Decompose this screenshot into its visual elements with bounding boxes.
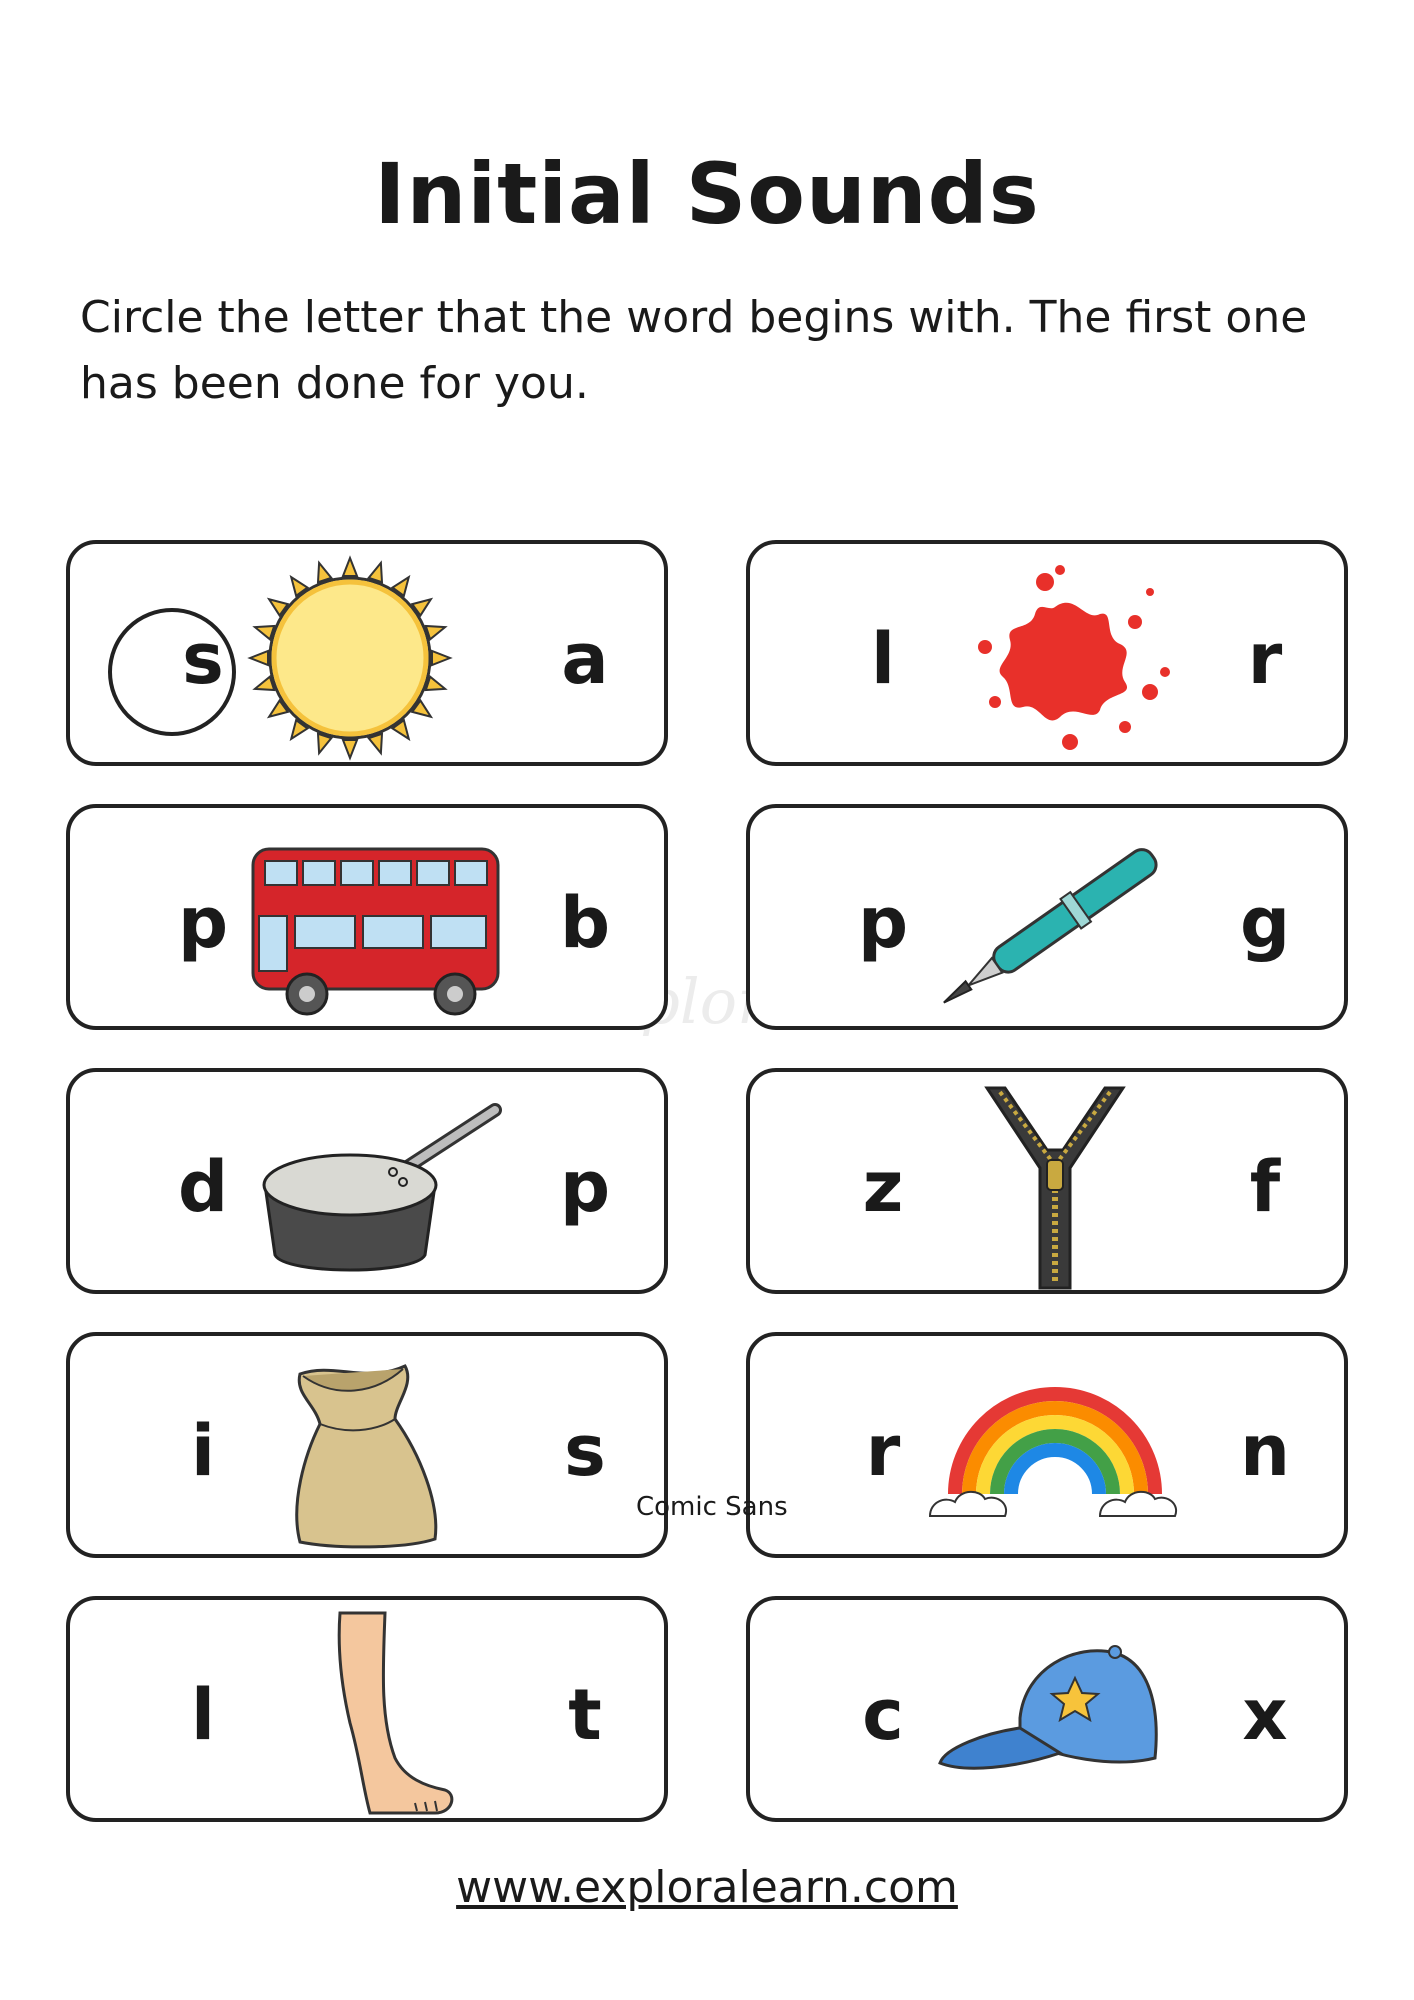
letter-option-left[interactable]: d <box>177 1146 229 1228</box>
zip-icon <box>925 1080 1185 1290</box>
card-sun <box>66 540 668 766</box>
letter-option-left[interactable]: c <box>862 1674 904 1756</box>
card-bus <box>66 804 668 1030</box>
letter-option-left[interactable]: l <box>191 1674 215 1756</box>
letter-option-right[interactable]: p <box>559 1146 611 1228</box>
letter-option-right[interactable]: x <box>1242 1674 1288 1756</box>
letter-option-right[interactable]: b <box>559 882 611 964</box>
letter-option-left[interactable]: l <box>871 618 895 700</box>
card-splat <box>746 540 1348 766</box>
letter-option-right[interactable]: t <box>568 1674 602 1756</box>
pan-icon <box>245 1080 505 1290</box>
cap-icon <box>925 1608 1185 1818</box>
letter-option-left[interactable]: p <box>177 882 229 964</box>
letter-option-right[interactable]: f <box>1249 1146 1281 1228</box>
card-pen <box>746 804 1348 1030</box>
card-pan <box>66 1068 668 1294</box>
page-title: Initial Sounds <box>374 145 1040 243</box>
letter-option-right[interactable]: a <box>561 618 609 700</box>
letter-option-right[interactable]: g <box>1239 882 1291 964</box>
letter-option-left[interactable]: i <box>191 1410 215 1492</box>
rainbow-icon <box>925 1344 1185 1554</box>
card-zip <box>746 1068 1348 1294</box>
letter-option-right[interactable]: r <box>1247 618 1283 700</box>
letter-option-left[interactable]: p <box>857 882 909 964</box>
sun-icon <box>245 552 505 762</box>
sack-icon <box>245 1344 505 1554</box>
footer-url[interactable]: www.exploralearn.com <box>456 1862 958 1913</box>
card-rainbow <box>746 1332 1348 1558</box>
card-sack <box>66 1332 668 1558</box>
letter-option-left[interactable]: s <box>182 618 224 700</box>
bus-icon <box>245 816 505 1026</box>
card-cap <box>746 1596 1348 1822</box>
pen-icon <box>925 816 1185 1026</box>
font-note: Comic Sans <box>636 1492 788 1522</box>
instructions: Circle the letter that the word begins with. The first one has been done for you. <box>80 292 1308 409</box>
letter-option-right[interactable]: n <box>1240 1410 1290 1492</box>
letter-option-right[interactable]: s <box>564 1410 606 1492</box>
leg-icon <box>245 1608 505 1818</box>
splat-icon <box>925 552 1185 762</box>
letter-option-left[interactable]: z <box>862 1146 904 1228</box>
card-leg <box>66 1596 668 1822</box>
letter-option-left[interactable]: r <box>865 1410 901 1492</box>
